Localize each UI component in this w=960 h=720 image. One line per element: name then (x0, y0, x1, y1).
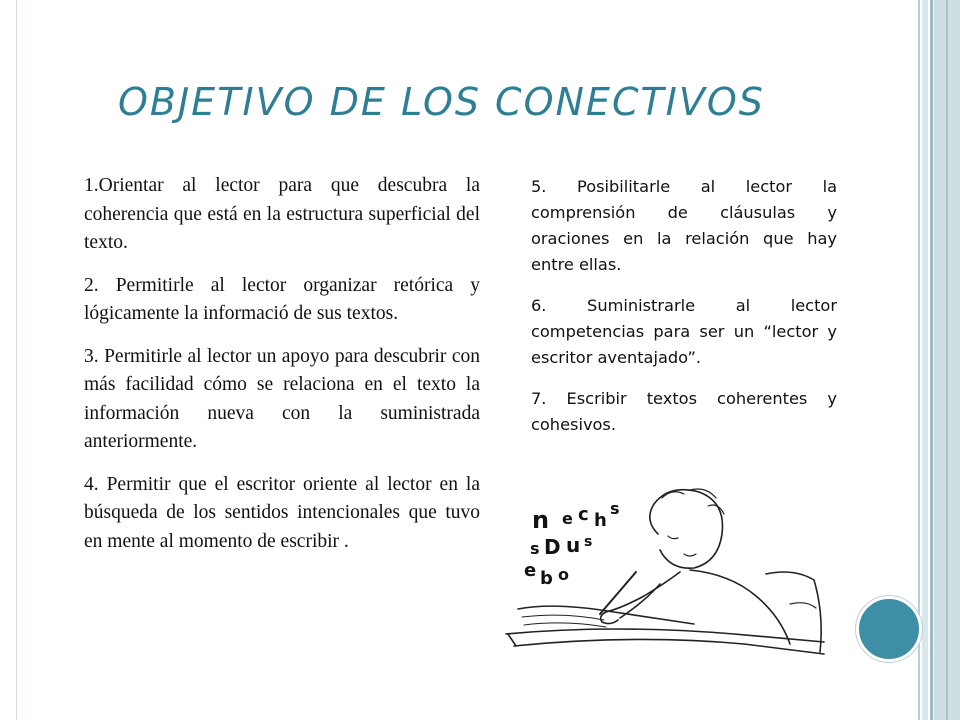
letter: b (540, 568, 553, 589)
slide-title: OBJETIVO DE LOS CONECTIVOS (118, 80, 765, 124)
letter: o (558, 565, 569, 584)
decor-stripe (930, 0, 933, 720)
objective-item: 6. Suministrarle al lector competencias para ser un “lector y escritor aventajado”. (531, 296, 837, 367)
objective-item: 1.Orientar al lector para que descubra la coherencia que está en la estructura superficial del texto. (84, 175, 480, 253)
decor-circle (856, 596, 922, 662)
objective-item: 7. Escribir textos coherentes y cohesivos. (531, 389, 837, 434)
letter: n (532, 506, 550, 534)
letter: D (544, 535, 561, 559)
decor-stripe (918, 0, 920, 720)
objective-item: 5. Posibilitarle al lector la comprensión de cláusulas y oraciones en la relación que hay entre ellas. (531, 177, 837, 274)
letter: e (562, 509, 573, 528)
letter: h (594, 510, 607, 531)
objective-item: 3. Permitirle al lector un apoyo para descubrir con más facilidad cómo se relaciona en el texto la información nueva con la suministrada anteriormente. (84, 345, 480, 452)
objective-item: 4. Permitir que el escritor oriente al lector en la búsqueda de los sentidos intencionales que tuvo en mente al momento de escribir . (84, 473, 480, 552)
objective-item: 2. Permitirle al lector organizar retórica y lógicamente la informació de sus textos. (84, 274, 480, 324)
right-column (531, 174, 837, 453)
letter: u (566, 533, 581, 557)
letter: s (530, 539, 540, 558)
child-writing-illustration (494, 484, 834, 664)
letter: s (610, 499, 620, 518)
letter: e (524, 560, 537, 581)
letter: c (578, 504, 589, 525)
slide-border-left (16, 0, 17, 720)
decor-stripe (922, 0, 928, 720)
decor-stripe (946, 0, 948, 720)
letter: s (584, 534, 593, 550)
left-column (84, 172, 480, 570)
